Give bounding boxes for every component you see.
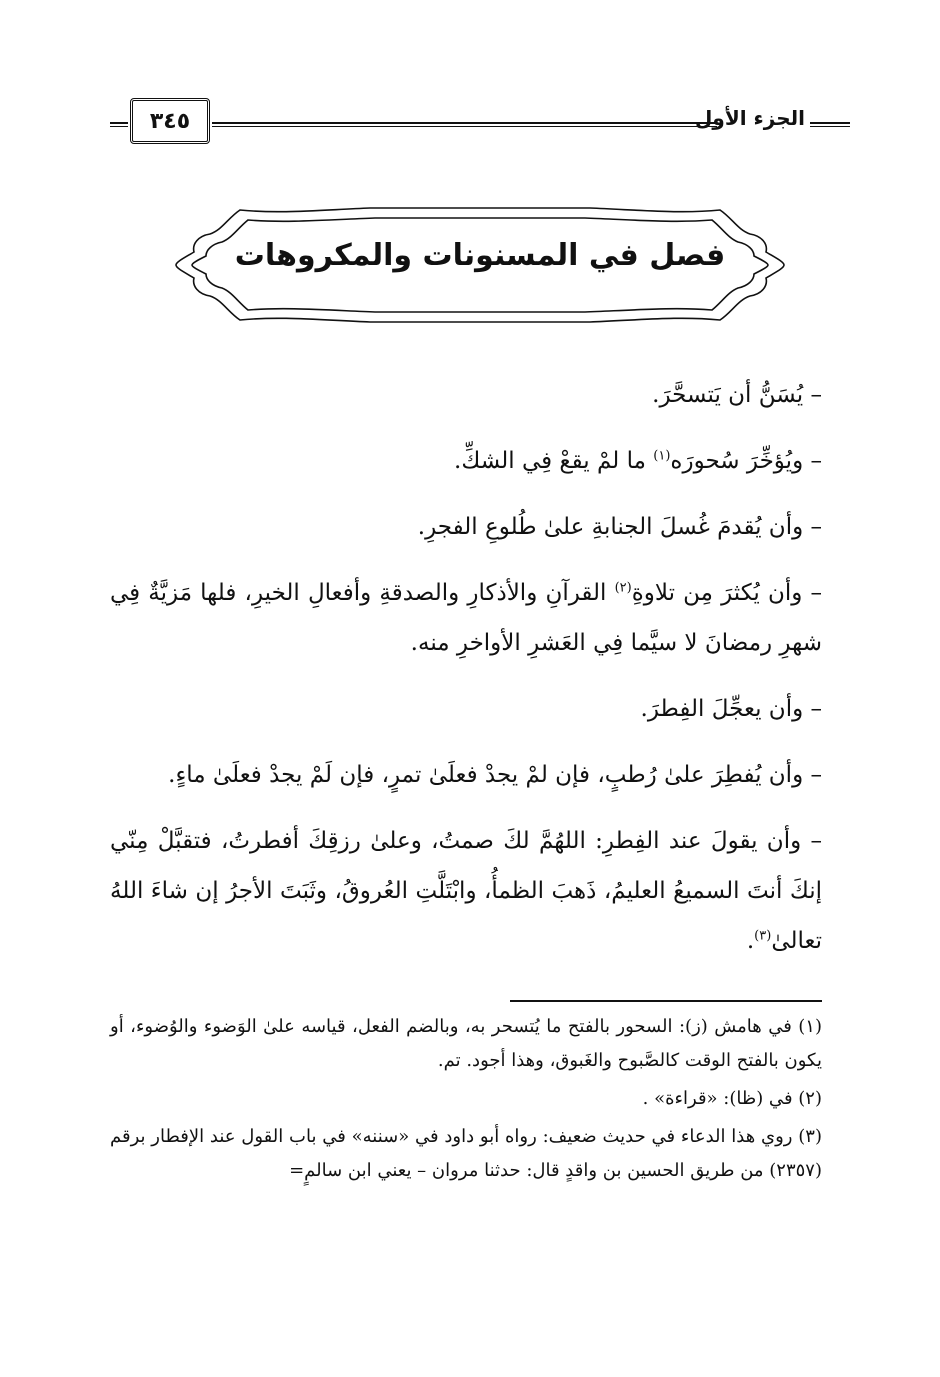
header-rule-middle — [212, 122, 717, 127]
footnote-1: (١) في هامش (ز): السحور بالفتح ما يُتسحر به، وبالضم الفعل، قياسه علىٰ الوَضوء والوُضوء، أو يكون بالفتح الوقت كالصَّبوح والغَبوق، وهذا أجود. تم. — [110, 1016, 822, 1071]
running-title: الجزء الأول — [695, 106, 805, 130]
footnote-ref-3: (٣) — [754, 928, 772, 944]
paragraph-4 — [110, 568, 822, 668]
paragraph-5: – وأن يعجِّلَ الفِطرَ. — [640, 696, 822, 722]
footnote-ref-2: (٢) — [614, 580, 632, 596]
paragraph-4-text-a: – وأن يُكثرَ مِن تلاوةِ — [631, 580, 822, 606]
footnotes — [110, 1010, 822, 1192]
footnote-ref-1: (١) — [653, 448, 671, 464]
paragraph-3: – وأن يُقدمَ غُسلَ الجنابةِ علىٰ طُلوعِ الفجرِ. — [417, 514, 822, 540]
paragraph-7 — [110, 816, 822, 966]
footnote-separator — [510, 1000, 822, 1002]
paragraph-1: – يُسَنُّ أن يَتسحَّرَ. — [652, 382, 822, 408]
header-rule-right — [810, 122, 850, 127]
paragraph-7-text-b: . — [746, 928, 755, 954]
page-number — [130, 98, 210, 144]
main-text — [110, 370, 822, 982]
header-rule-left — [110, 122, 128, 127]
chapter-heading-frame — [170, 200, 790, 330]
paragraph-6: – وأن يُفطِرَ علىٰ رُطبٍ، فإن لمْ يجدْ فعلَىٰ تمرٍ، فإن لَمْ يجدْ فعلَىٰ ماءٍ. — [168, 762, 822, 788]
footnote-2: (٢) في (ظا): «قراءة» . — [642, 1088, 822, 1109]
paragraph-2 — [110, 436, 822, 486]
paragraph-4-text-b: القرآنِ والأذكارِ والصدقةِ وأفعالِ الخيرِ، فلها مَزيَّةٌ فِي شهرِ رمضانَ لا سيَّما فِي العَشرِ الأواخرِ منه. — [110, 580, 822, 656]
page-number-text: ٣٤٥ — [149, 108, 191, 134]
page-header — [110, 98, 850, 148]
footnote-3: (٣) روي هذا الدعاء في حديث ضعيف: رواه أبو داود في «سننه» في باب القول عند الإفطار برقم (٢٣٥٧) من طريق الحسين بن واقدٍ قال: حدثنا مروان – يعني ابن سالمٍ= — [110, 1126, 822, 1181]
paragraph-7-text-a: – وأن يقولَ عند الفِطرِ: اللهُمَّ لكَ صمتُ، وعلىٰ رزقِكَ أفطرتُ، فتقبَّلْ مِنّي إنكَ أنتَ السميعُ العليمُ، ذَهبَ الظمأُ، وابْتَلَّتِ العُروقُ، وثَبَتَ الأجرُ إن شاءَ اللهُ تعالىٰ — [110, 828, 822, 954]
paragraph-2-text-b: ما لمْ يقعْ فِي الشكِّ. — [454, 448, 654, 474]
chapter-title: فصل في المسنونات والمكروهات — [234, 238, 726, 273]
paragraph-2-text-a: – ويُؤخِّرَ سُحورَه — [670, 448, 822, 474]
